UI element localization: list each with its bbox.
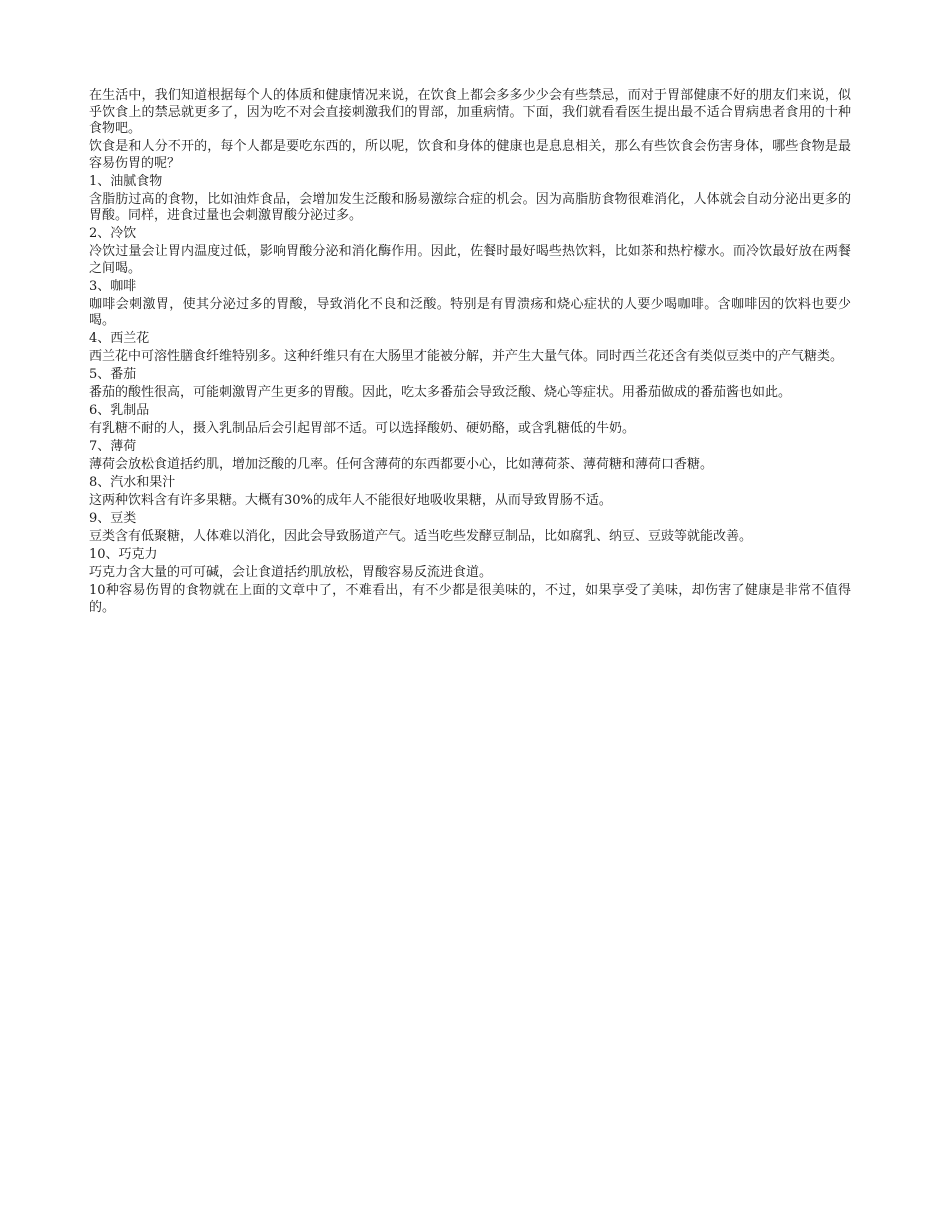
conclusion-paragraph: 10种容易伤胃的食物就在上面的文章中了，不难看出，有不少都是很美味的，不过，如果享受了美味，却伤害了健康是非常不值得的。 xyxy=(89,583,851,615)
section-heading-dairy: 6、乳制品 xyxy=(89,403,150,418)
section-body-cold-drinks: 冷饮过量会让胃内温度过低，影响胃酸分泌和消化酶作用。因此，佐餐时最好喝些热饮料，比如茶和热柠檬水。而冷饮最好放在两餐之间喝。 xyxy=(89,244,851,276)
section-heading-beans: 9、豆类 xyxy=(89,511,137,526)
section-heading-mint: 7、薄荷 xyxy=(89,439,137,454)
section-heading-broccoli: 4、西兰花 xyxy=(89,331,150,346)
section-heading-tomato: 5、番茄 xyxy=(89,367,137,382)
article-body xyxy=(89,88,851,618)
section-heading-soda-juice: 8、汽水和果汁 xyxy=(89,475,176,490)
section-body-coffee: 咖啡会刺激胃，使其分泌过多的胃酸，导致消化不良和泛酸。特别是有胃溃疡和烧心症状的人要少喝咖啡。含咖啡因的饮料也要少喝。 xyxy=(89,296,851,328)
section-body-dairy: 有乳糖不耐的人，摄入乳制品后会引起胃部不适。可以选择酸奶、硬奶酪，或含乳糖低的牛奶。 xyxy=(89,421,636,436)
section-body-tomato: 番茄的酸性很高，可能刺激胃产生更多的胃酸。因此，吃太多番茄会导致泛酸、烧心等症状。用番茄做成的番茄酱也如此。 xyxy=(89,385,792,400)
section-heading-greasy-food: 1、油腻食物 xyxy=(89,173,163,189)
section-body-mint: 薄荷会放松食道括约肌，增加泛酸的几率。任何含薄荷的东西都要小心，比如薄荷茶、薄荷糖和薄荷口香糖。 xyxy=(89,457,714,472)
section-heading-coffee: 3、咖啡 xyxy=(89,278,137,294)
section-heading-cold-drinks: 2、冷饮 xyxy=(89,226,137,241)
section-body-chocolate: 巧克力含大量的可可碱，会让食道括约肌放松，胃酸容易反流进食道。 xyxy=(89,565,493,580)
section-body-beans: 豆类含有低聚糖，人体难以消化，因此会导致肠道产气。适当吃些发酵豆制品，比如腐乳、纳豆、豆豉等就能改善。 xyxy=(89,529,753,544)
section-body-broccoli: 西兰花中可溶性膳食纤维特别多。这种纤维只有在大肠里才能被分解，并产生大量气体。同时西兰花还含有类似豆类中的产气糖类。 xyxy=(89,349,844,364)
intro-paragraph: 在生活中，我们知道根据每个人的体质和健康情况来说，在饮食上都会多多少少会有些禁忌，而对于胃部健康不好的朋友们来说，似乎饮食上的禁忌就更多了，因为吃不对会直接刺激我们的胃部，加重病情。下面，我们就看看医生提出最不适合胃病患者食用的十种食物吧。 xyxy=(89,88,851,136)
intro-question-paragraph: 饮食是和人分不开的，每个人都是要吃东西的，所以呢，饮食和身体的健康也是息息相关，那么有些饮食会伤害身体，哪些食物是最容易伤胃的呢？ xyxy=(89,139,851,171)
section-body-soda-juice: 这两种饮料含有许多果糖。大概有30%的成年人不能很好地吸收果糖，从而导致胃肠不适。 xyxy=(89,493,612,508)
section-body-greasy-food: 含脂肪过高的食物，比如油炸食品，会增加发生泛酸和肠易激综合症的机会。因为高脂肪食物很难消化，人体就会自动分泌出更多的胃酸。同样，进食过量也会刺激胃酸分泌过多。 xyxy=(89,191,851,223)
section-heading-chocolate: 10、巧克力 xyxy=(89,547,158,562)
